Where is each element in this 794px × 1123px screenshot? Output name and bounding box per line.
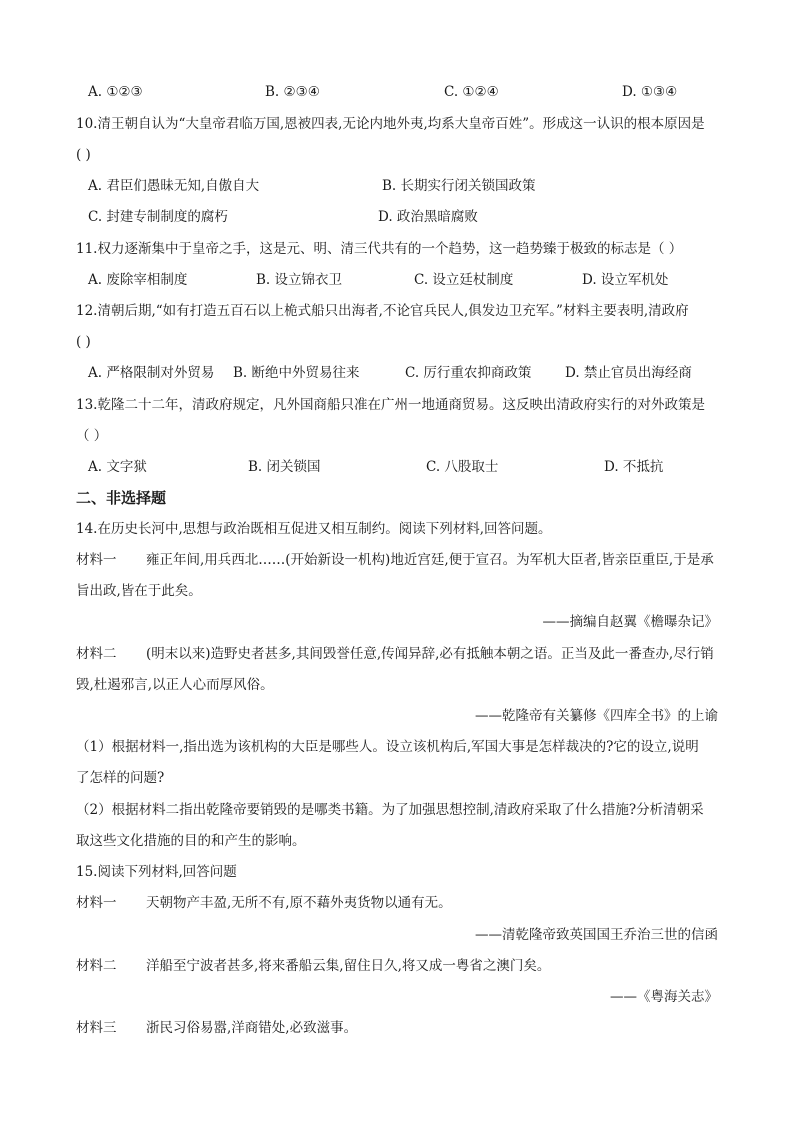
q15-material-1-source: ——清乾隆帝致英国国王乔治三世的信函 <box>475 927 718 943</box>
material-label: 材料二 <box>76 958 117 974</box>
material-text: 雍正年间,用兵西北……(开始新设一机构)地近宫廷,便于宣召。为军机大臣者,皆亲臣重臣,于是承 <box>146 552 714 568</box>
material-text: 浙民习俗易嚣,洋商错处,必致滋事。 <box>146 1020 358 1036</box>
q14-subquestion-1-continued: 了怎样的问题? <box>76 770 165 786</box>
q13-option-a: A. 文字狱 <box>88 459 147 475</box>
q14-material-2 <box>76 644 714 664</box>
q11-stem: 11.权力逐渐集中于皇帝之手，这是元、明、清三代共有的一个趋势，这一趋势臻于极致的标志是（ ） <box>76 241 683 257</box>
q13-option-b: B. 闭关锁国 <box>248 459 321 475</box>
material-text: (明末以来)造野史者甚多,其间毁誉任意,传闻异辞,必有抵触本朝之语。正当及此一番查办,尽行销 <box>146 646 714 662</box>
q14-material-1-source: ——摘编自赵翼《檐曝杂记》 <box>542 614 718 630</box>
q13-option-c: C. 八股取士 <box>426 459 499 475</box>
q13-answer-paren: （ ） <box>76 428 108 444</box>
q15-material-2-source: ——《粤海关志》 <box>610 989 718 1005</box>
material-text: 天朝物产丰盈,无所不有,原不藉外夷货物以通有无。 <box>146 895 452 911</box>
q14-material-2-continued: 毁,杜遏邪言,以正人心而厚风俗。 <box>76 677 274 693</box>
q9-option-d: D. ①③④ <box>622 84 678 100</box>
q12-option-b: B. 断绝中外贸易往来 <box>233 365 360 381</box>
q14-material-2-source: ——乾隆帝有关纂修《四库全书》的上谕 <box>475 708 718 724</box>
q12-stem: 12.清朝后期,“如有打造五百石以上桅式船只出海者,不论官兵民人,俱发边卫充军。”材料主要表明,清政府 <box>76 303 689 319</box>
q10-option-a: A. 君臣们愚昧无知,自傲自大 <box>88 178 260 194</box>
q9-option-c: C. ①②④ <box>444 84 499 100</box>
q14-material-1 <box>76 550 714 570</box>
q15-material-2 <box>76 956 550 976</box>
section-heading: 二、非选择题 <box>76 489 167 507</box>
material-label: 材料一 <box>76 552 117 568</box>
q13-option-d: D. 不抵抗 <box>604 459 664 475</box>
q14-subquestion-2: （2）根据材料二指出乾隆帝要销毁的是哪类书籍。为了加强思想控制,清政府采取了什么措施?分析清朝采 <box>76 802 704 818</box>
q11-option-c: C. 设立廷杖制度 <box>414 272 514 288</box>
q10-answer-paren: ( ) <box>76 147 91 163</box>
material-label: 材料二 <box>76 646 117 662</box>
material-label: 材料三 <box>76 1020 117 1036</box>
q14-subquestion-1: （1）根据材料一,指出选为该机构的大臣是哪些人。设立该机构后,军国大事是怎样裁决的?它的设立,说明 <box>76 739 699 755</box>
q9-option-a: A. ①②③ <box>88 84 143 100</box>
q12-option-c: C. 厉行重农抑商政策 <box>405 365 532 381</box>
q14-stem: 14.在历史长河中,思想与政治既相互促进又相互制约。阅读下列材料,回答问题。 <box>76 521 552 537</box>
q10-option-b: B. 长期实行闭关锁国政策 <box>382 178 536 194</box>
q14-subquestion-2-continued: 取这些文化措施的目的和产生的影响。 <box>76 833 306 849</box>
q12-answer-paren: ( ) <box>76 334 91 350</box>
q10-option-d: D. 政治黑暗腐败 <box>378 209 478 225</box>
q15-stem: 15.阅读下列材料,回答问题 <box>76 864 237 880</box>
q14-material-1-continued: 旨出政,皆在于此矣。 <box>76 583 202 599</box>
q12-option-a: A. 严格限制对外贸易 <box>88 365 215 381</box>
q10-stem: 10.清王朝自认为“大皇帝君临万国,恩被四表,无论内地外夷,均系大皇帝百姓”。形成这一认识的根本原因是 <box>76 116 705 132</box>
material-label: 材料一 <box>76 895 117 911</box>
q10-option-c: C. 封建专制制度的腐朽 <box>88 209 228 225</box>
q11-option-d: D. 设立军机处 <box>582 272 669 288</box>
q11-option-a: A. 废除宰相制度 <box>88 272 188 288</box>
material-text: 洋船至宁波者甚多,将来番船云集,留住日久,将又成一粤省之澳门矣。 <box>146 958 551 974</box>
q15-material-1 <box>76 893 452 913</box>
q13-stem: 13.乾隆二十二年，清政府规定，凡外国商船只准在广州一地通商贸易。这反映出清政府实行的对外政策是 <box>76 397 705 413</box>
q11-option-b: B. 设立锦衣卫 <box>256 272 343 288</box>
q15-material-3 <box>76 1018 357 1038</box>
q9-option-b: B. ②③④ <box>265 84 320 100</box>
q12-option-d: D. 禁止官员出海经商 <box>565 365 692 381</box>
